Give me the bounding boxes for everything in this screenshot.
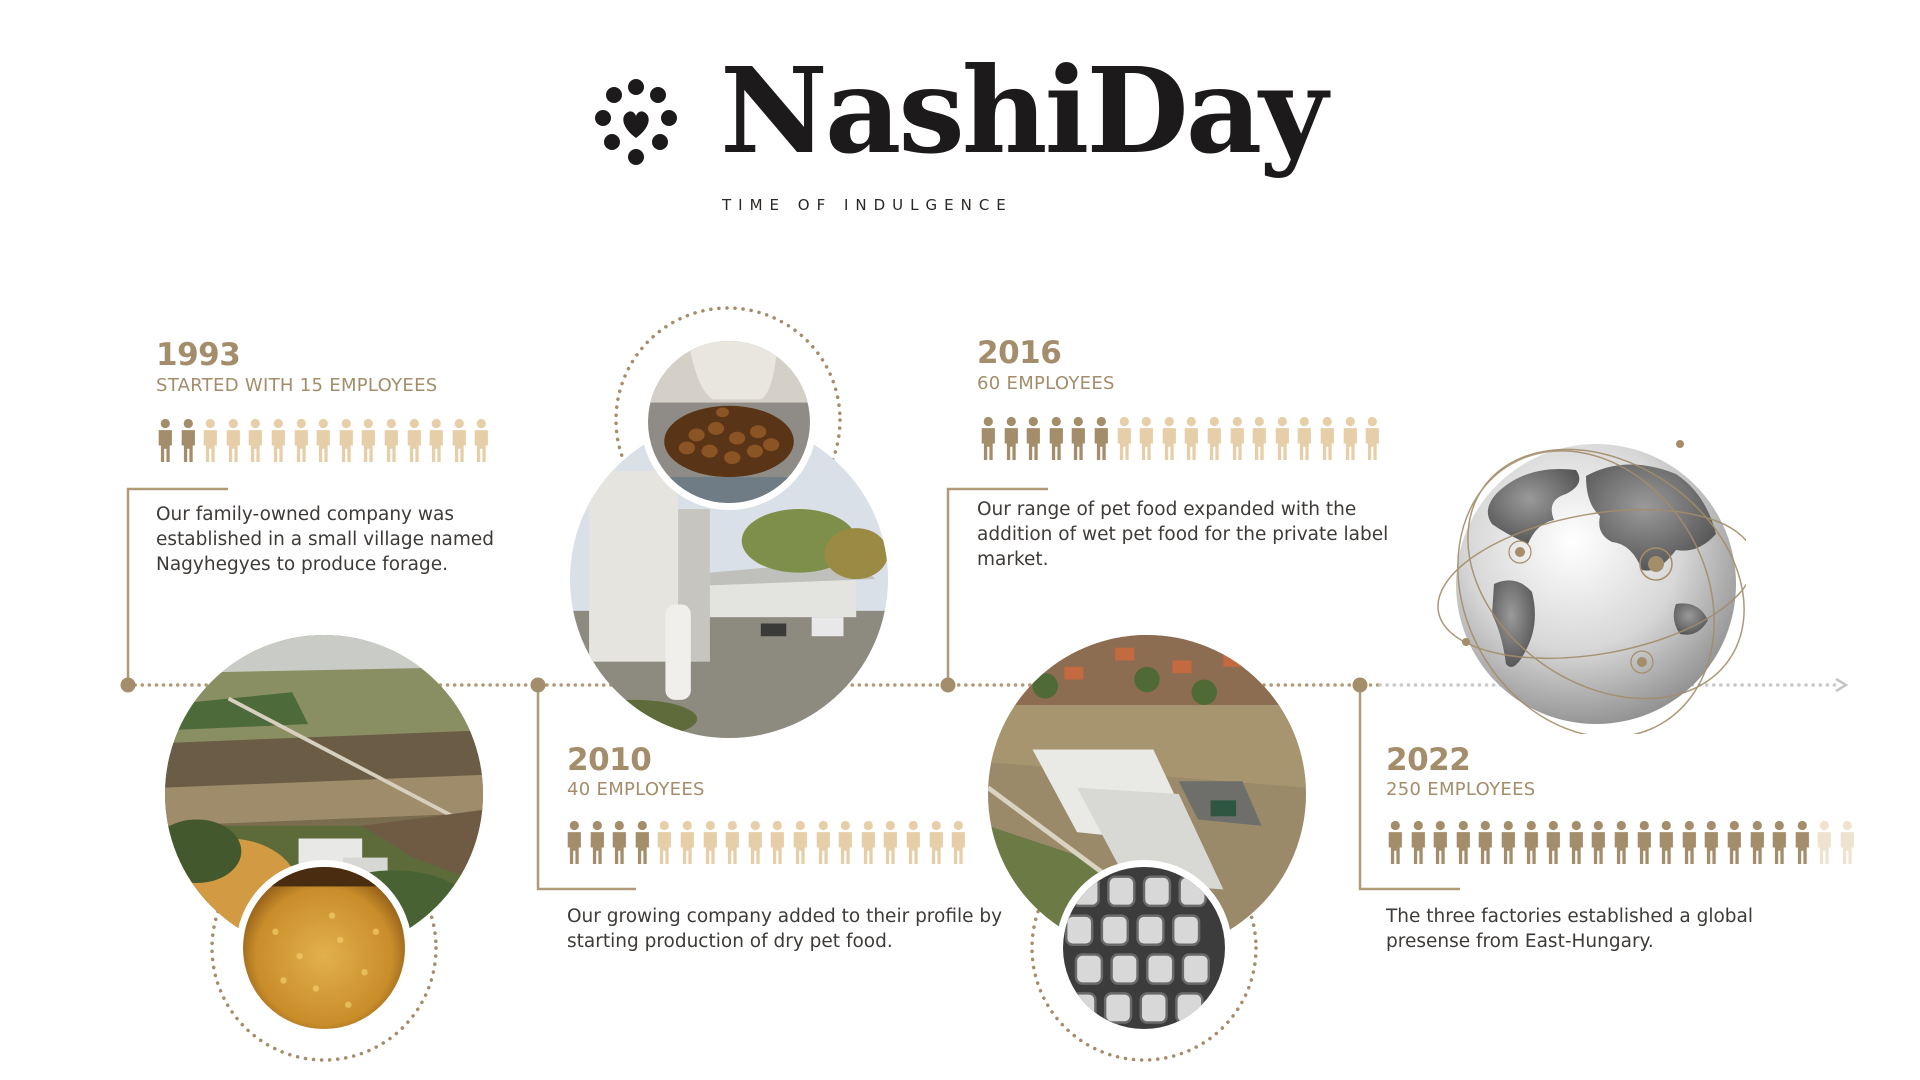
person-icon xyxy=(947,820,970,864)
person-icon xyxy=(1226,416,1249,460)
person-icon xyxy=(1135,416,1158,460)
person-icon xyxy=(1158,416,1181,460)
employee-icons xyxy=(563,820,970,864)
person-icon xyxy=(1316,416,1339,460)
person-icon xyxy=(1407,820,1430,864)
person-icon xyxy=(267,418,290,462)
person-icon xyxy=(1248,416,1271,460)
person-icon xyxy=(1113,416,1136,460)
person-icon xyxy=(1361,416,1384,460)
person-icon xyxy=(1271,416,1294,460)
person-icon xyxy=(653,820,676,864)
person-icon xyxy=(1474,820,1497,864)
person-icon xyxy=(699,820,722,864)
milestone-description: Our range of pet food expanded with the addition of wet pet food for the private label market. xyxy=(977,499,1389,570)
corn-grain-photo xyxy=(236,860,412,1036)
person-icon xyxy=(177,418,200,462)
employee-icons xyxy=(977,416,1384,460)
person-icon xyxy=(1384,820,1407,864)
person-icon xyxy=(1610,820,1633,864)
person-icon xyxy=(1655,820,1678,864)
person-icon xyxy=(448,418,471,462)
person-icon xyxy=(1203,416,1226,460)
tagline: TIME OF INDULGENCE xyxy=(722,196,1013,214)
person-icon xyxy=(312,418,335,462)
milestone-year: 1993 xyxy=(156,337,241,373)
person-icon xyxy=(1497,820,1520,864)
person-icon xyxy=(403,418,426,462)
milestone-description: Our family-owned company was established in a small village named Nagyhegyes to produce forage. xyxy=(156,504,495,575)
person-icon xyxy=(676,820,699,864)
person-icon xyxy=(1723,820,1746,864)
person-icon xyxy=(1293,416,1316,460)
person-icon xyxy=(1768,820,1791,864)
person-icon xyxy=(1022,416,1045,460)
milestone-year: 2022 xyxy=(1386,742,1471,778)
timeline-dot-2016 xyxy=(941,678,956,693)
person-icon xyxy=(1791,820,1814,864)
person-icon xyxy=(1429,820,1452,864)
person-icon xyxy=(1339,416,1362,460)
person-icon xyxy=(290,418,313,462)
person-icon xyxy=(1633,820,1656,864)
person-icon xyxy=(1813,820,1836,864)
person-icon xyxy=(1452,820,1475,864)
person-icon xyxy=(1542,820,1565,864)
brand-title: NashiDay xyxy=(720,41,1325,180)
timeline-dot-2010 xyxy=(531,678,546,693)
person-icon xyxy=(857,820,880,864)
milestone-employees: STARTED WITH 15 EMPLOYEES xyxy=(156,375,438,396)
person-icon xyxy=(1565,820,1588,864)
person-icon xyxy=(222,418,245,462)
person-icon xyxy=(744,820,767,864)
person-icon xyxy=(425,418,448,462)
person-icon xyxy=(812,820,835,864)
timeline-arrow xyxy=(1836,679,1846,691)
person-icon xyxy=(766,820,789,864)
person-icon xyxy=(1045,416,1068,460)
person-icon xyxy=(357,418,380,462)
person-icon xyxy=(631,820,654,864)
milestone-employees: 60 EMPLOYEES xyxy=(977,373,1115,394)
employee-icons xyxy=(154,418,493,462)
pet-kibble-photo xyxy=(641,334,817,510)
milestone-description: Our growing company added to their profile by starting production of dry pet food. xyxy=(567,906,1003,952)
person-icon xyxy=(834,820,857,864)
person-icon xyxy=(1587,820,1610,864)
person-icon xyxy=(1836,820,1859,864)
person-icon xyxy=(902,820,925,864)
person-icon xyxy=(925,820,948,864)
person-icon xyxy=(380,418,403,462)
person-icon xyxy=(1520,820,1543,864)
person-icon xyxy=(789,820,812,864)
person-icon xyxy=(1180,416,1203,460)
employee-icons xyxy=(1384,820,1858,864)
person-icon xyxy=(879,820,902,864)
milestone-description: The three factories established a global presense from East-Hungary. xyxy=(1386,906,1753,952)
milestone-employees: 40 EMPLOYEES xyxy=(567,779,705,800)
person-icon xyxy=(721,820,744,864)
person-icon xyxy=(563,820,586,864)
globe-icon xyxy=(1436,424,1746,734)
timeline-dot-1993 xyxy=(121,678,136,693)
milestone-year: 2010 xyxy=(567,742,652,778)
person-icon xyxy=(608,820,631,864)
person-icon xyxy=(1678,820,1701,864)
milestone-year: 2016 xyxy=(977,335,1062,371)
person-icon xyxy=(1090,416,1113,460)
milestone-employees: 250 EMPLOYEES xyxy=(1386,779,1536,800)
person-icon xyxy=(1700,820,1723,864)
person-icon xyxy=(154,418,177,462)
timeline-dot-2022 xyxy=(1353,678,1368,693)
person-icon xyxy=(470,418,493,462)
person-icon xyxy=(586,820,609,864)
person-icon xyxy=(1000,416,1023,460)
person-icon xyxy=(335,418,358,462)
person-icon xyxy=(244,418,267,462)
person-icon xyxy=(1067,416,1090,460)
person-icon xyxy=(199,418,222,462)
person-icon xyxy=(1746,820,1769,864)
wet-food-trays-photo xyxy=(1056,860,1232,1036)
person-icon xyxy=(977,416,1000,460)
